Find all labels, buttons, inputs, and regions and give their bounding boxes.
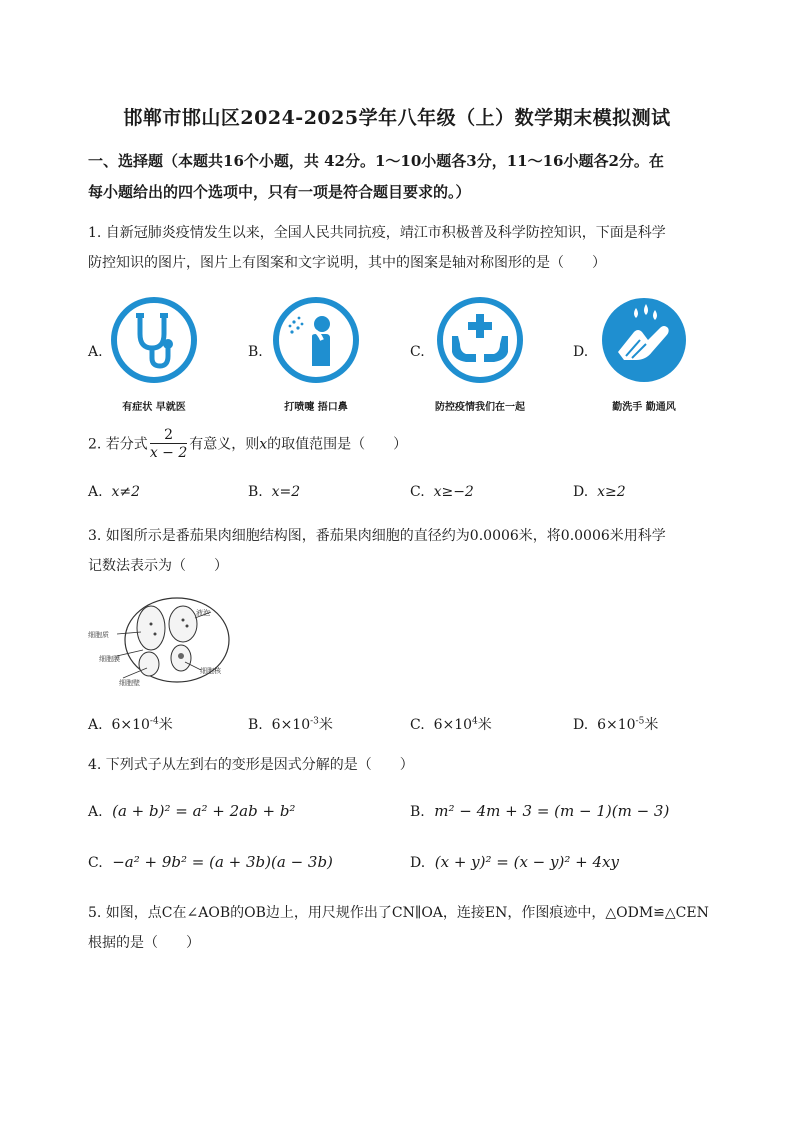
q2-fraction-denominator: x − 2 <box>149 445 188 461</box>
q5-stem-line1: 5. 如图，点C在∠AOB的OB边上，用尺规作出了CN∥OA，连接EN，作图痕迹中，△ODM≌△CEN <box>88 905 709 921</box>
stethoscope-icon <box>110 296 198 384</box>
q2-stem <box>88 427 407 462</box>
cell-label-nucleus: 细胞核 <box>200 667 221 675</box>
page-title: 邯郸市邯山区2024-2025学年八年级（上）数学期末模拟测试 <box>123 107 671 129</box>
q2-option-d: D. x≥2 <box>573 484 626 500</box>
q1-caption-c: 防控疫情我们在一起 <box>435 402 525 413</box>
q2-option-a: A. x≠2 <box>88 484 141 500</box>
q3-option-c: C. $6\times 10^4$米 <box>410 716 492 733</box>
q2-suffix2: 的取值范围是（ ） <box>267 436 408 453</box>
q1-option-c-label: C. <box>410 344 425 360</box>
q2-suffix: 有意义，则 <box>189 436 260 453</box>
q1-option-a-label: A. <box>88 344 103 360</box>
q1-stem-line1: 1. 自新冠肺炎疫情发生以来，全国人民共同抗疫，靖江市积极普及科学防控知识，下面是科学 <box>88 225 666 241</box>
cell-label-cytoplasm: 细胞质 <box>88 631 109 639</box>
q2-fraction-numerator: 2 <box>150 427 187 444</box>
q1-caption-d: 勤洗手 勤通风 <box>612 402 676 413</box>
section-heading-line2: 每小题给出的四个选项中，只有一项是符合题目要求的。） <box>88 183 471 201</box>
q1-option-b-label: B. <box>248 344 263 360</box>
cell-label-wall: 细胞壁 <box>119 679 140 687</box>
q2-variable: x <box>259 436 268 453</box>
hands-cross-icon <box>436 296 524 384</box>
handwash-icon <box>600 296 688 384</box>
q5-stem-line2: 根据的是（ ） <box>88 935 200 951</box>
q2-option-b: B. x=2 <box>248 484 301 500</box>
q3-option-d: D. $6\times 10^{-5}$米 <box>573 716 659 733</box>
q2-prefix: 2. 若分式 <box>88 436 148 453</box>
q1-caption-b: 打喷嚏 捂口鼻 <box>284 402 348 413</box>
cell-label-vacuole: 液泡 <box>196 609 210 617</box>
q4-stem: 4. 下列式子从左到右的变形是因式分解的是（ ） <box>88 757 414 773</box>
q2-option-c: C. x≥−2 <box>410 484 474 500</box>
cell-label-membrane: 细胞膜 <box>99 655 120 663</box>
q3-option-b: B. $6\times 10^{-3}$米 <box>248 716 333 733</box>
q1-caption-a: 有症状 早就医 <box>122 402 186 413</box>
q1-option-d-label: D. <box>573 344 589 360</box>
sneeze-icon <box>272 296 360 384</box>
q4-option-d: D. (x + y)² = (x − y)² + 4xy <box>410 853 619 871</box>
q3-stem-line2: 记数法表示为（ ） <box>88 558 228 574</box>
q3-option-a: A. $6\times 10^{-4}$米 <box>88 716 173 733</box>
tomato-cell-diagram <box>85 594 235 694</box>
q4-option-a: A. (a + b)² = a² + 2ab + b² <box>88 802 296 820</box>
section-heading-line1: 一、选择题（本题共16个小题，共 42分。1～10小题各3分，11～16小题各2分。在 <box>88 152 664 170</box>
q2-fraction <box>150 427 187 462</box>
q4-option-c: C. −a² + 9b² = (a + 3b)(a − 3b) <box>88 853 333 871</box>
q4-option-b: B. m² − 4m + 3 = (m − 1)(m − 3) <box>410 802 670 820</box>
q1-stem-line2: 防控知识的图片，图片上有图案和文字说明，其中的图案是轴对称图形的是（ ） <box>88 255 606 271</box>
q3-stem-line1: 3. 如图所示是番茄果肉细胞结构图，番茄果肉细胞的直径约为0.0006米，将0.0006米用科学 <box>88 528 666 544</box>
